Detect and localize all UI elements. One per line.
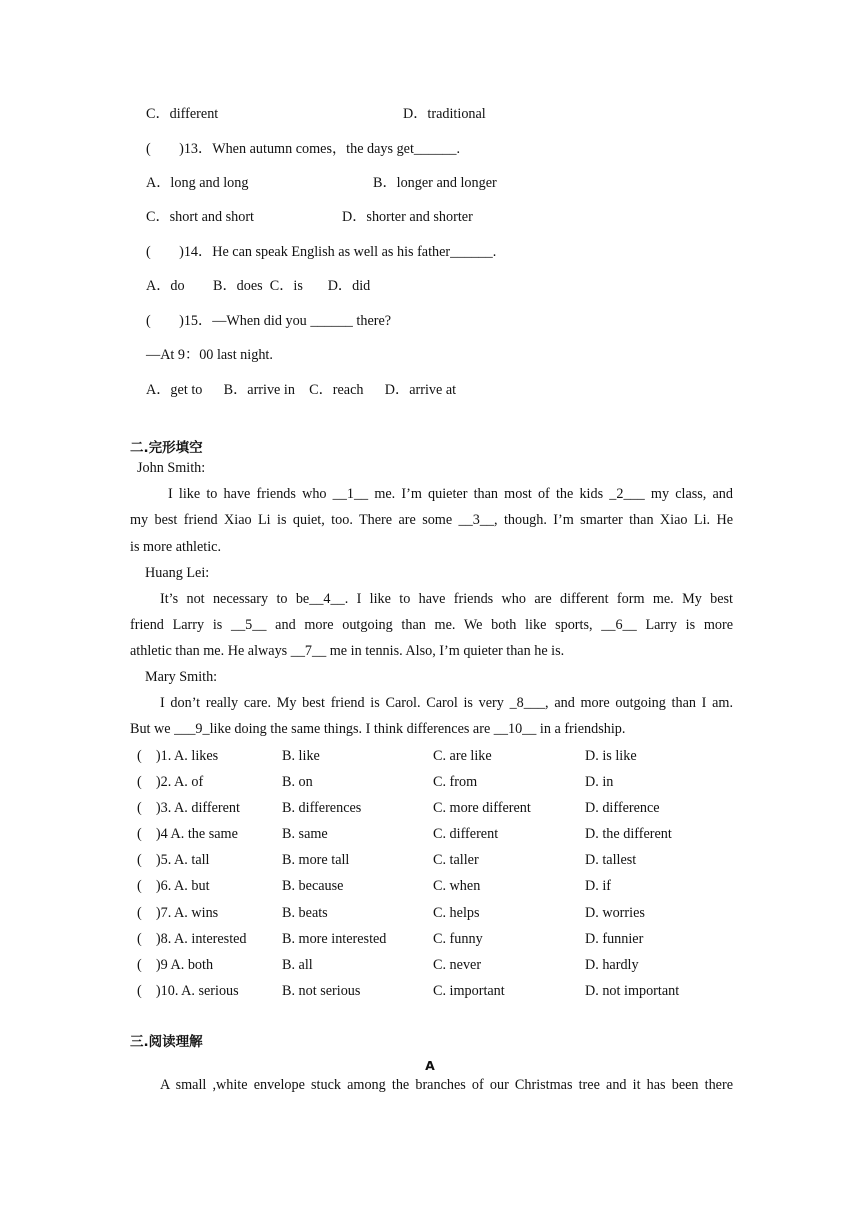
passage-first-line: A small ,white envelope stuck among the branches of our Christmas tree and it has been there bbox=[160, 1077, 733, 1093]
p2-line-3: athletic than me. He always __7__ me in tennis. Also, I’m quieter than he is. bbox=[130, 643, 565, 659]
cloze-q-option-c: C. are like bbox=[433, 748, 492, 764]
cloze-q-option-c: C. when bbox=[433, 878, 481, 894]
cloze-q-option-d: D. if bbox=[585, 878, 612, 894]
cloze-q-option-a: ( )3. A. different bbox=[137, 800, 240, 816]
cloze-q-option-b: B. all bbox=[282, 957, 313, 973]
cloze-q-option-d: D. in bbox=[585, 774, 614, 790]
cloze-q-option-c: C. taller bbox=[433, 852, 479, 868]
q13-stem: ( )13．When autumn comes，the days get______. bbox=[146, 141, 461, 157]
cloze-q-option-a: ( )8. A. interested bbox=[137, 931, 247, 947]
q13-option-b: B．longer and longer bbox=[373, 175, 497, 191]
p2-line-2: friend Larry is __5__ and more outgoing than me. We both like sports, __6__ Larry is more bbox=[130, 617, 733, 633]
passage-label: A bbox=[425, 1058, 435, 1073]
cloze-q-option-d: D. difference bbox=[585, 800, 660, 816]
cloze-q-option-c: C. important bbox=[433, 983, 505, 999]
cloze-q-option-d: D. tallest bbox=[585, 852, 637, 868]
cloze-q-option-b: B. because bbox=[282, 878, 344, 894]
q15-options: A．get to B．arrive in C．reach D．arrive at bbox=[146, 382, 457, 398]
cloze-q-option-a: ( )9 A. both bbox=[137, 957, 214, 973]
q14-options: A．do B．does C．is D．did bbox=[146, 278, 371, 294]
p3-line-2: But we ___9_like doing the same things. I think differences are __10__ in a friendship. bbox=[130, 721, 626, 737]
p1-line-2: my best friend Xiao Li is quiet, too. There are some __3__, though. I’m smarter than Xiao Li. He bbox=[130, 512, 733, 528]
cloze-q-option-a: ( )2. A. of bbox=[137, 774, 204, 790]
q15-stem: ( )15．—When did you ______ there? bbox=[146, 313, 392, 329]
cloze-q-option-c: C. helps bbox=[433, 905, 480, 921]
cloze-q-option-d: D. is like bbox=[585, 748, 637, 764]
cloze-q-option-b: B. not serious bbox=[282, 983, 361, 999]
q14-stem: ( )14．He can speak English as well as his father______. bbox=[146, 244, 497, 260]
speaker-mary-smith: Mary Smith: bbox=[145, 669, 218, 685]
cloze-q-option-b: B. more tall bbox=[282, 852, 350, 868]
q13-option-c: C．short and short bbox=[146, 209, 254, 225]
p3-line-1: I don’t really care. My best friend is Carol. Carol is very _8___, and more outgoing than I am. bbox=[160, 695, 733, 711]
cloze-q-option-b: B. more interested bbox=[282, 931, 387, 947]
cloze-q-option-d: D. hardly bbox=[585, 957, 639, 973]
speaker-john-smith: John Smith: bbox=[137, 460, 206, 476]
cloze-q-option-d: D. funnier bbox=[585, 931, 644, 947]
q13-option-d: D．shorter and shorter bbox=[342, 209, 473, 225]
cloze-q-option-c: C. never bbox=[433, 957, 482, 973]
cloze-q-option-c: C. more different bbox=[433, 800, 531, 816]
cloze-q-option-a: ( )10. A. serious bbox=[137, 983, 239, 999]
speaker-huang-lei: Huang Lei: bbox=[145, 565, 210, 581]
p1-line-1: I like to have friends who __1__ me. I’m quieter than most of the kids _2___ my class, and bbox=[168, 486, 733, 502]
q12-option-d: D．traditional bbox=[403, 106, 486, 122]
p2-line-1: It’s not necessary to be__4__. I like to have friends who are different form me. My best bbox=[160, 591, 733, 607]
q13-option-a: A．long and long bbox=[146, 175, 249, 191]
cloze-q-option-d: D. the different bbox=[585, 826, 672, 842]
p1-line-3: is more athletic. bbox=[130, 539, 222, 555]
q15-answer-line: —At 9：00 last night. bbox=[146, 347, 273, 363]
cloze-q-option-a: ( )5. A. tall bbox=[137, 852, 210, 868]
cloze-q-option-b: B. beats bbox=[282, 905, 328, 921]
q12-option-c: C．different bbox=[146, 106, 219, 122]
cloze-q-option-c: C. funny bbox=[433, 931, 483, 947]
cloze-q-option-b: B. like bbox=[282, 748, 320, 764]
cloze-q-option-a: ( )4 A. the same bbox=[137, 826, 238, 842]
cloze-q-option-b: B. on bbox=[282, 774, 313, 790]
section2-heading: 二.完形填空 bbox=[130, 440, 203, 456]
cloze-q-option-d: D. worries bbox=[585, 905, 645, 921]
cloze-q-option-b: B. same bbox=[282, 826, 328, 842]
cloze-q-option-c: C. different bbox=[433, 826, 499, 842]
cloze-q-option-a: ( )7. A. wins bbox=[137, 905, 219, 921]
section3-heading: 三.阅读理解 bbox=[130, 1034, 203, 1050]
cloze-q-option-a: ( )1. A. likes bbox=[137, 748, 219, 764]
cloze-q-option-b: B. differences bbox=[282, 800, 362, 816]
cloze-q-option-a: ( )6. A. but bbox=[137, 878, 210, 894]
cloze-q-option-c: C. from bbox=[433, 774, 478, 790]
cloze-q-option-d: D. not important bbox=[585, 983, 680, 999]
